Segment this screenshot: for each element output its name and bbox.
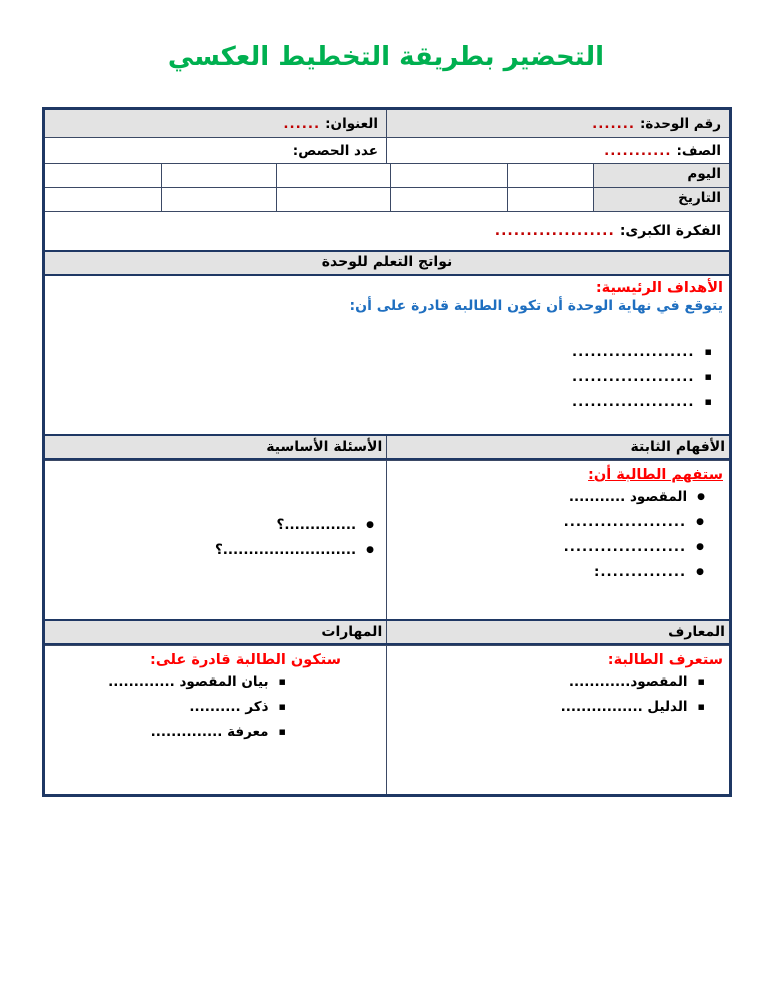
unit-number-fill: .......	[592, 116, 636, 132]
list-item: ▪ ....................	[51, 394, 713, 410]
objectives-list	[51, 344, 723, 410]
list-item: ● ....................	[393, 514, 705, 530]
list-item: ▪ الدليل ................	[393, 699, 705, 715]
understandings-header: الأفهام الثابتة	[387, 436, 729, 458]
objectives-cell	[45, 276, 729, 434]
sessions-label: عدد الحصص:	[292, 143, 378, 159]
day-empty-cell	[277, 164, 391, 187]
knowledge-cell	[387, 646, 729, 794]
class-cell	[387, 138, 729, 163]
objectives-heading: الأهداف الرئيسية:	[595, 280, 723, 296]
skills-header: المهارات	[45, 621, 387, 643]
big-idea-fill: ...................	[494, 223, 615, 239]
skills-heading: ستكون الطالبة قادرة على:	[150, 652, 341, 668]
list-item: ▪ بيان المقصود .............	[51, 674, 286, 690]
page-title: التحضير بطريقة التخطيط العكسي	[167, 42, 605, 72]
row-date	[45, 187, 729, 211]
date-empty-cell	[391, 188, 508, 211]
list-item: ● ..............؟	[51, 517, 374, 533]
unit-title-label: العنوان:	[325, 116, 378, 132]
date-empty-cell	[162, 188, 277, 211]
unit-number-label: رقم الوحدة:	[640, 116, 721, 132]
unit-title-fill: ......	[283, 116, 321, 132]
essential-questions-header: الأسئلة الأساسية	[45, 436, 387, 458]
row-section-content-1	[45, 460, 729, 619]
class-fill: ...........	[604, 143, 672, 159]
knowledge-list	[393, 674, 723, 715]
row-section-headers-2	[45, 619, 729, 645]
understandings-cell	[387, 461, 729, 619]
list-item: ● المقصود ...........	[393, 489, 705, 505]
list-item: ▪ معرفة ..............	[51, 724, 286, 740]
day-empty-cell	[391, 164, 508, 187]
list-item: ● ..........................؟	[51, 542, 374, 558]
date-label: التاريخ	[594, 188, 729, 211]
big-idea-cell	[45, 212, 729, 250]
day-label: اليوم	[594, 164, 729, 187]
skills-cell	[45, 646, 387, 794]
essential-questions-list	[51, 517, 380, 558]
list-item: ▪ ....................	[51, 344, 713, 360]
list-item: ● ..............:	[393, 564, 705, 580]
row-objectives	[45, 274, 729, 434]
row-outcomes-band	[45, 250, 729, 274]
list-item: ● ....................	[393, 539, 705, 555]
day-empty-cell	[45, 164, 162, 187]
outcomes-band-title: نواتج التعلم للوحدة	[45, 252, 729, 274]
date-empty-cell	[508, 188, 594, 211]
understandings-heading: ستفهم الطالبة أن:	[588, 467, 723, 483]
row-section-content-2	[45, 645, 729, 794]
understandings-list	[393, 489, 723, 580]
date-empty-cell	[277, 188, 391, 211]
list-item: ▪ ذكر ..........	[51, 699, 286, 715]
skills-list	[51, 674, 341, 740]
unit-number-cell	[387, 110, 729, 137]
date-empty-cell	[45, 188, 162, 211]
lesson-plan-table	[42, 107, 732, 797]
row-section-headers-1	[45, 434, 729, 460]
row-unit-title	[45, 110, 729, 137]
day-empty-cell	[508, 164, 594, 187]
essential-questions-cell	[45, 461, 387, 619]
row-big-idea	[45, 211, 729, 250]
objectives-subheading: يتوقع في نهاية الوحدة أن تكون الطالبة قادرة على أن:	[349, 298, 723, 314]
big-idea-label: الفكرة الكبرى:	[619, 223, 721, 239]
knowledge-header: المعارف	[387, 621, 729, 643]
sessions-cell	[45, 138, 387, 163]
row-class-sessions	[45, 137, 729, 163]
unit-title-cell	[45, 110, 387, 137]
row-day	[45, 163, 729, 187]
class-label: الصف:	[676, 143, 721, 159]
list-item: ▪ المقصود............	[393, 674, 705, 690]
list-item: ▪ ....................	[51, 369, 713, 385]
day-empty-cell	[162, 164, 277, 187]
knowledge-heading: ستعرف الطالبة:	[607, 652, 723, 668]
